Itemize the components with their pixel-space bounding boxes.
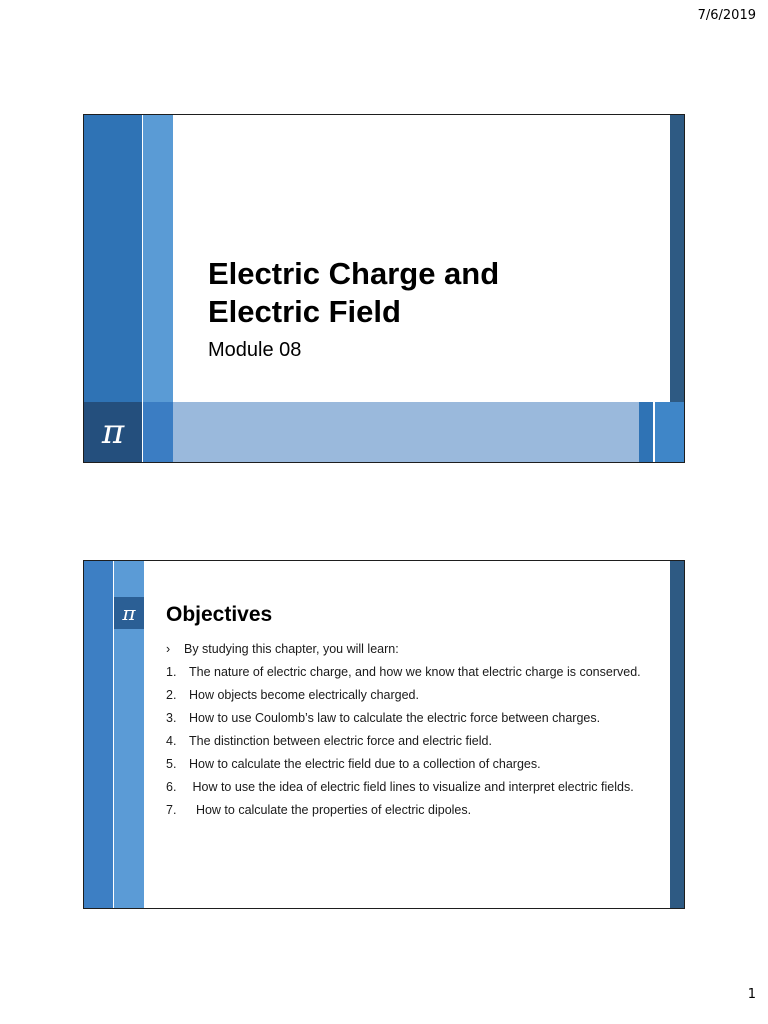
bottom-dark-block	[639, 402, 653, 462]
list-item	[166, 781, 646, 794]
left-band-dark	[84, 561, 113, 908]
slide-title	[208, 255, 648, 331]
chevron-right-icon: ›	[166, 642, 171, 656]
print-date: 7/6/2019	[697, 8, 756, 23]
list-item-text: How objects become electrically charged.	[189, 688, 419, 702]
intro-text: By studying this chapter, you will learn:	[184, 642, 399, 656]
page-number: 1	[747, 987, 756, 1002]
title-slide	[83, 114, 685, 463]
objectives-title: Objectives	[166, 603, 273, 626]
list-item-number: 1.	[166, 665, 177, 679]
left-band-light	[143, 115, 173, 402]
bottom-right-block	[655, 402, 684, 462]
pi-icon: π	[84, 402, 142, 462]
bottom-accent-block	[143, 402, 173, 462]
bottom-band	[173, 402, 639, 462]
intro-bullet	[166, 643, 646, 656]
list-item-number: 2.	[166, 688, 177, 702]
list-item-number: 7.	[166, 803, 177, 817]
objectives-content	[166, 643, 646, 827]
list-item-number: 6.	[166, 780, 177, 794]
list-item-number: 3.	[166, 711, 177, 725]
list-item	[166, 735, 646, 748]
slide-subtitle: Module 08	[208, 339, 302, 361]
right-accent-bar	[670, 561, 684, 908]
pi-icon: π	[114, 597, 144, 629]
slide-title-line2: Electric Field	[208, 294, 401, 329]
list-item	[166, 689, 646, 702]
slide-title-line1: Electric Charge and	[208, 256, 500, 291]
list-item-text: How to calculate the electric field due to a collection of charges.	[189, 757, 541, 771]
list-item	[166, 712, 646, 725]
list-item-text: The nature of electric charge, and how we know that electric charge is conserved.	[189, 665, 641, 679]
list-item-text: The distinction between electric force and electric field.	[189, 734, 492, 748]
list-item	[166, 666, 646, 679]
list-item-text: How to use the idea of electric field lines to visualize and interpret electric fields.	[189, 780, 634, 794]
left-band-dark	[84, 115, 142, 402]
list-item	[166, 804, 646, 817]
objectives-list	[166, 666, 646, 817]
list-item-text: How to calculate the properties of electric dipoles.	[189, 803, 472, 817]
objectives-slide	[83, 560, 685, 909]
list-item-number: 4.	[166, 734, 177, 748]
list-item-number: 5.	[166, 757, 177, 771]
list-item	[166, 758, 646, 771]
list-item-text: How to use Coulomb’s law to calculate the electric force between charges.	[189, 711, 601, 725]
right-accent-bar	[670, 115, 684, 402]
